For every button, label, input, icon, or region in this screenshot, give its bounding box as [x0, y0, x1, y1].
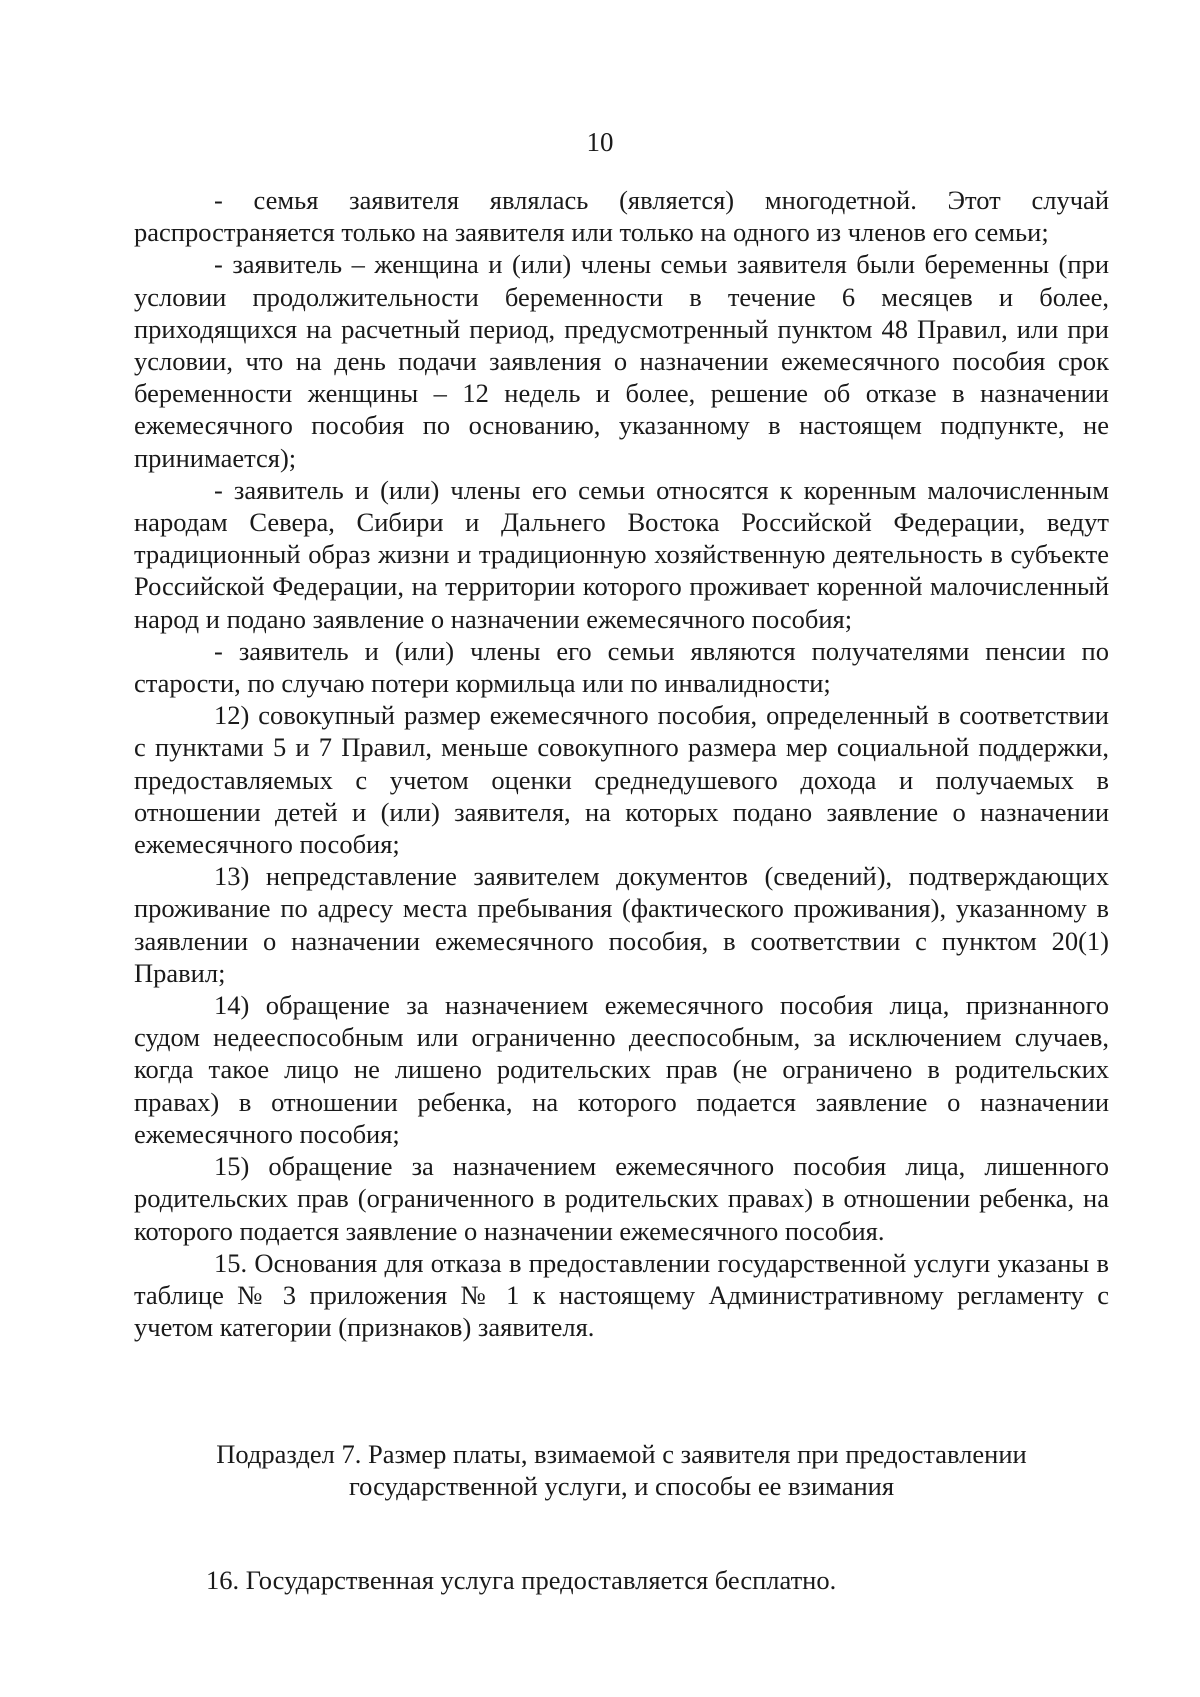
paragraph: 14) обращение за назначением ежемесячного пособия лица, признанного судом недееспособным или ограниченно дееспособным, за исключением случаев, когда такое лицо не лишено родительских прав (не ограничено в родительских правах) в отношении ребенка, на которого подается заявление о назначении ежемесячного пособия; — [134, 990, 1109, 1149]
paragraph: - заявитель – женщина и (или) члены семьи заявителя были беременны (при условии продолжительности беременности в течение 6 месяцев и более, приходящихся на расчетный период, предусмотренный пунктом 48 Правил, или при условии, что на день подачи заявления о назначении ежемесячного пособия срок беременности женщины – 12 недель и более, решение об отказе в назначении ежемесячного пособия по основанию, указанному в настоящем подпункте, не принимается); — [134, 249, 1109, 473]
final-paragraph: 16. Государственная услуга предоставляется бесплатно. — [206, 1565, 837, 1595]
paragraph: - заявитель и (или) члены его семьи являются получателями пенсии по старости, по случаю потери кормильца или по инвалидности; — [134, 635, 1109, 699]
body-text — [134, 184, 1109, 1343]
paragraph: 13) непредставление заявителем документов (сведений), подтверждающих проживание по адресу места пребывания (фактического проживания), указанному в заявлении о назначении ежемесячного пособия, в соответствии с пунктом 20(1) Правил; — [134, 861, 1109, 988]
section-heading-line-2: государственной услуги, и способы ее взимания — [348, 1471, 895, 1502]
final-text — [134, 1564, 1109, 1596]
paragraph: 15. Основания для отказа в предоставлении государственной услуги указаны в таблице № 3 приложения № 1 к настоящему Административному регламенту с учетом категории (признаков) заявителя. — [134, 1247, 1109, 1343]
section-heading-line-1: Подраздел 7. Размер платы, взимаемой с заявителя при предоставлении — [216, 1439, 1027, 1469]
paragraph: 15) обращение за назначением ежемесячного пособия лица, лишенного родительских прав (ограниченного в родительских правах) в отношении ребенка, на которого подается заявление о назначении ежемесячного пособия. — [134, 1151, 1109, 1246]
paragraph: 12) совокупный размер ежемесячного пособия, определенный в соответствии с пунктами 5 и 7 Правил, меньше совокупного размера мер социальной поддержки, предоставляемых с учетом оценки среднедушевого дохода и получаемых в отношении детей и (или) заявителя, на которых подано заявление о назначении ежемесячного пособия; — [134, 700, 1109, 860]
paragraph: - заявитель и (или) члены его семьи относятся к коренным малочисленным народам Севера, Сибири и Дальнего Востока Российской Федерации, ведут традиционный образ жизни и традиционную хозяйственную деятельность в субъекте Российской Федерации, на территории которого проживает коренной малочисленный народ и подано заявление о назначении ежемесячного пособия; — [134, 474, 1109, 634]
paragraph: - семья заявителя являлась (является) многодетной. Этот случай распространяется только на заявителя или только на одного из членов его семьи; — [134, 185, 1109, 248]
page-number: 10 — [586, 127, 614, 157]
section-heading — [134, 1438, 1109, 1502]
